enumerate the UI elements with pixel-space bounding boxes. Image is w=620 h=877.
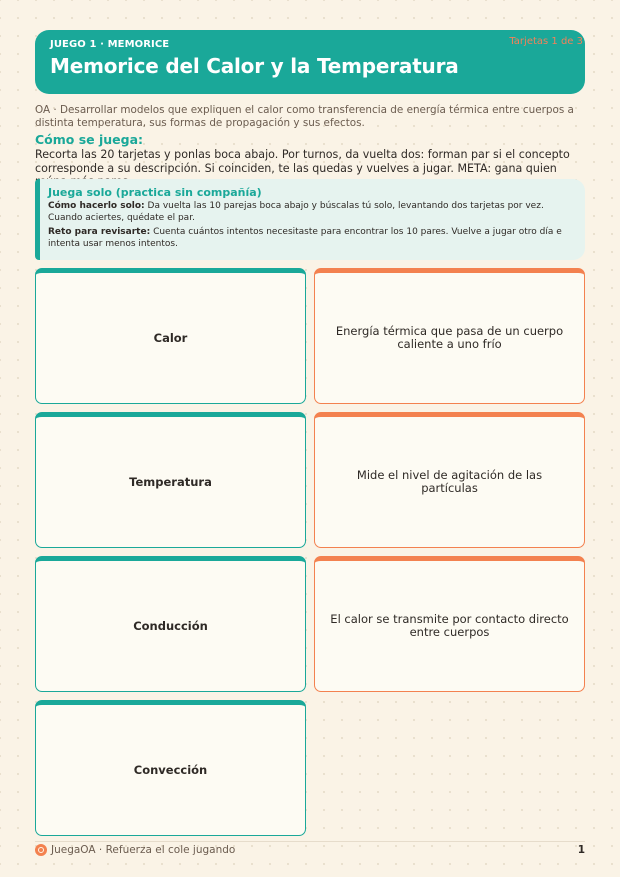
description-card-calor [314, 268, 585, 404]
concept-card-label: Conducción [133, 619, 208, 633]
game-header [35, 30, 585, 94]
page-number: 1 [577, 844, 585, 856]
game-kicker: JUEGO 1 · MEMORICE [50, 39, 170, 50]
solo-challenge-text: Cuenta cuántos intentos necesitaste para encontrar los 10 pares. Vuelve a jugar otro día e intenta usar menos intentos. [48, 227, 562, 249]
solo-play-box [35, 179, 585, 260]
concept-card-conveccion [35, 700, 306, 836]
page-title: Memorice del Calor y la Temperatura [50, 54, 459, 78]
footer-divider [35, 841, 585, 842]
how-to-play-text: Recorta las 20 tarjetas y ponlas boca abajo. Por turnos, da vuelta dos: forman par si el concepto corresponde a su descripción. Si coinciden, te las quedas y vuelves a jugar. META: gana quien [35, 148, 570, 175]
description-card-text: Energía térmica que pasa de un cuerpo caliente a uno frío [335, 324, 564, 351]
solo-challenge-paragraph [48, 227, 573, 250]
concept-card-label: Calor [153, 331, 188, 345]
concept-card-temperatura [35, 412, 306, 548]
concept-card-calor [35, 268, 306, 404]
description-card-text: Mide el nivel de agitación de las partículas [356, 468, 543, 495]
description-card-temperatura [314, 412, 585, 548]
page-footer [35, 843, 585, 857]
concept-card-label: Temperatura [129, 475, 212, 489]
solo-how-text: Da vuelta las 10 parejas boca abajo y búscalas tú solo, levantando dos tarjetas por vez. Cuando aciertes, quédate el par. [48, 201, 544, 223]
description-card-text: El calor se transmite por contacto directo entre cuerpos [330, 612, 569, 639]
concept-card-label: Convección [133, 763, 208, 777]
card-set-indicator: Tarjetas 1 de 3 [509, 36, 583, 47]
footer-brand: JuegaOA · Refuerza el cole jugando [51, 844, 236, 856]
solo-how-label: Cómo hacerlo solo: [48, 201, 145, 211]
how-to-play-title: Cómo se juega: [35, 132, 144, 147]
brand-logo-icon [35, 844, 47, 856]
learning-objective: OA · Desarrollar modelos que expliquen el calor como transferencia de energía térmica entre cuerpos a distinta temperatura, sus formas de propagación y sus efectos. [35, 104, 574, 129]
description-card-conduccion [314, 556, 585, 692]
solo-how-paragraph [48, 201, 573, 224]
concept-card-conduccion [35, 556, 306, 692]
solo-challenge-label: Reto para revisarte: [48, 227, 151, 238]
solo-play-title: Juega solo (practica sin compañía) [48, 186, 262, 199]
